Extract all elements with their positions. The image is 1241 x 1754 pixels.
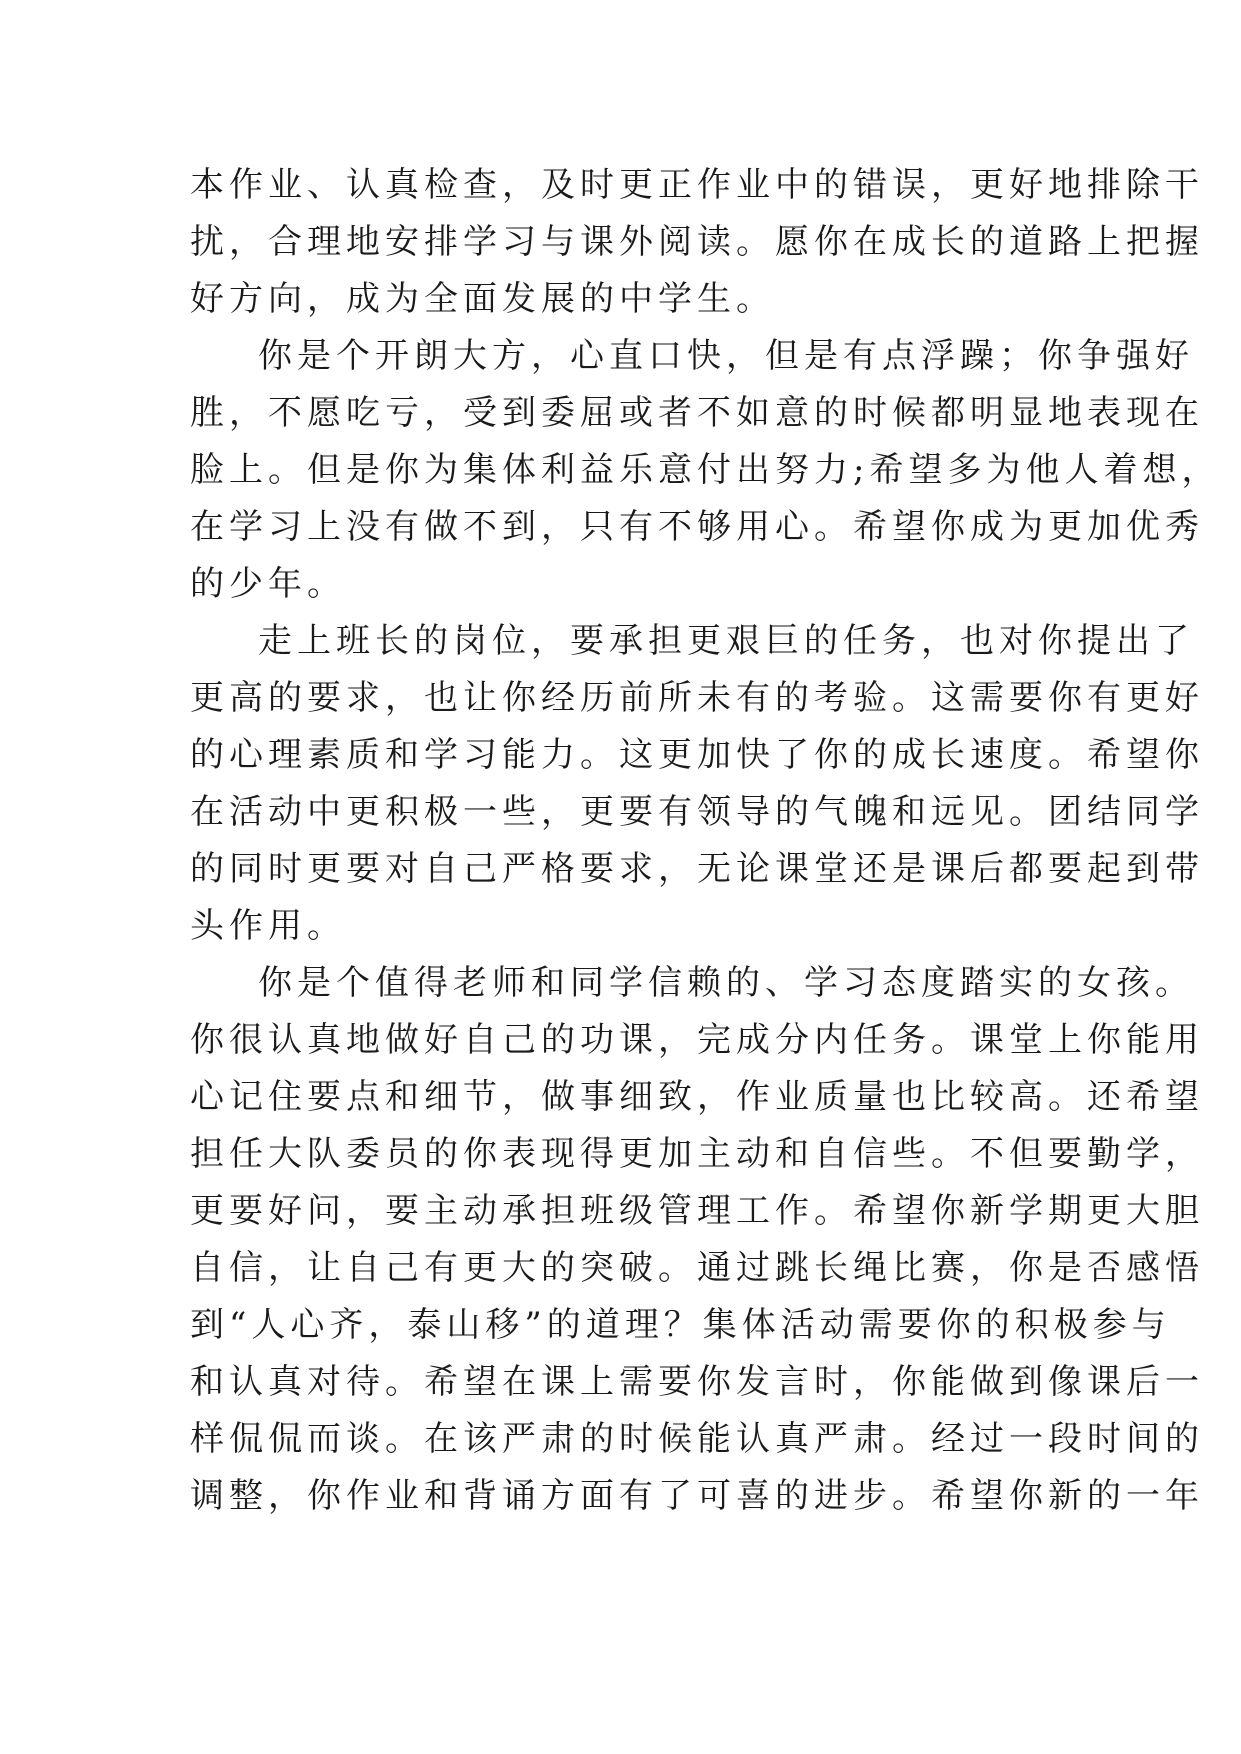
text-line: 扰，合理地安排学习与课外阅读。愿你在成长的道路上把握 xyxy=(190,222,1204,262)
paragraph-start-line: 走上班长的岗位，要承担更艰巨的任务，也对你提出了 xyxy=(258,621,1194,661)
text-line: 担任大队委员的你表现得更加主动和自信些。不但要勤学， xyxy=(190,1134,1204,1174)
text-line: 脸上。但是你为集体利益乐意付出努力;希望多为他人着想， xyxy=(190,450,1221,490)
text-line: 的心理素质和学习能力。这更加快了你的成长速度。希望你 xyxy=(190,735,1204,775)
paragraph-start-line: 你是个值得老师和同学信赖的、学习态度踏实的女孩。 xyxy=(258,963,1194,1003)
document-body xyxy=(190,157,1221,1525)
text-line: 心记住要点和细节，做事细致，作业质量也比较高。还希望 xyxy=(190,1077,1204,1117)
text-line: 到“人心齐，泰山移”的道理？集体活动需要你的积极参与 xyxy=(190,1305,1171,1345)
text-line: 你很认真地做好自己的功课，完成分内任务。课堂上你能用 xyxy=(190,1020,1204,1060)
text-line: 在学习上没有做不到，只有不够用心。希望你成为更加优秀 xyxy=(190,507,1204,547)
paragraph-start-line: 你是个开朗大方，心直口快，但是有点浮躁；你争强好 xyxy=(258,336,1194,376)
text-line: 自信，让自己有更大的突破。通过跳长绳比赛，你是否感悟 xyxy=(190,1248,1204,1288)
text-line: 更高的要求，也让你经历前所未有的考验。这需要你有更好 xyxy=(190,678,1204,718)
text-line: 更要好问，要主动承担班级管理工作。希望你新学期更大胆 xyxy=(190,1191,1204,1231)
text-line: 的少年。 xyxy=(190,564,346,604)
text-line: 好方向，成为全面发展的中学生。 xyxy=(190,279,775,319)
text-line: 的同时更要对自己严格要求，无论课堂还是课后都要起到带 xyxy=(190,849,1204,889)
text-line: 在活动中更积极一些，更要有领导的气魄和远见。团结同学 xyxy=(190,792,1204,832)
text-line: 样侃侃而谈。在该严肃的时候能认真严肃。经过一段时间的 xyxy=(190,1419,1204,1459)
text-line: 头作用。 xyxy=(190,906,346,946)
text-line: 调整，你作业和背诵方面有了可喜的进步。希望你新的一年 xyxy=(190,1476,1204,1516)
text-line: 胜，不愿吃亏，受到委屈或者不如意的时候都明显地表现在 xyxy=(190,393,1204,433)
text-line: 本作业、认真检查，及时更正作业中的错误，更好地排除干 xyxy=(190,165,1204,205)
text-line: 和认真对待。希望在课上需要你发言时，你能做到像课后一 xyxy=(190,1362,1204,1402)
